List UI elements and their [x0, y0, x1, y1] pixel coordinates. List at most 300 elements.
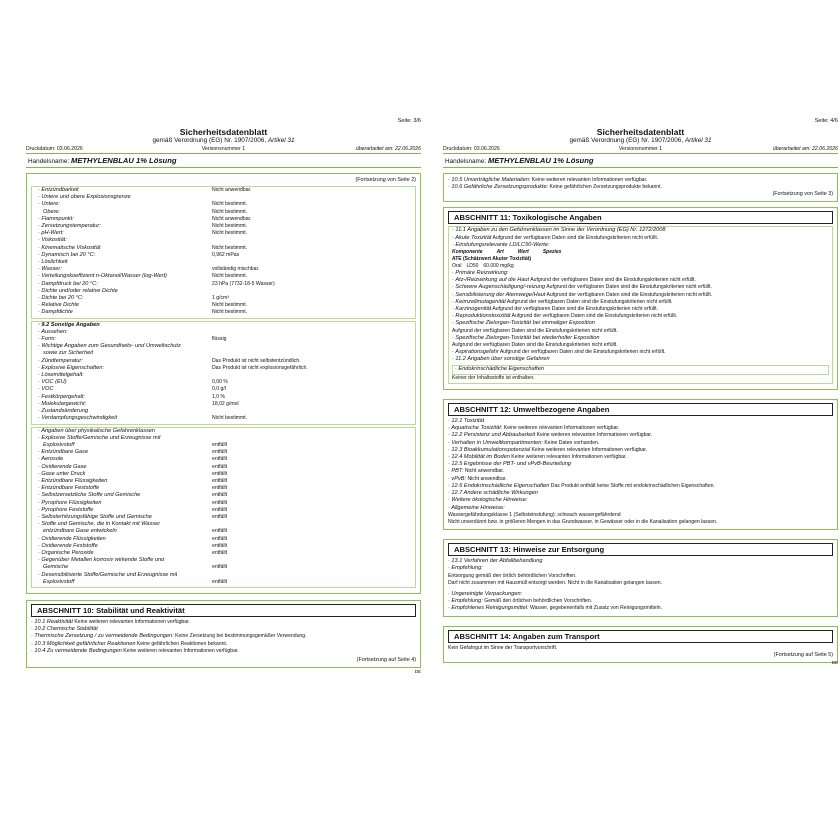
- doc-meta: [443, 146, 838, 153]
- property-value: [181, 343, 412, 350]
- property-label: · Kinematische Viskosität: [38, 244, 101, 251]
- property-row: [38, 471, 412, 478]
- property-value: Nicht bestimmt.: [212, 302, 248, 309]
- property-value: [212, 288, 412, 295]
- property-value: entfällt: [212, 542, 228, 549]
- trade-name-label: Handelsname:: [28, 158, 70, 165]
- property-label: Explosivstoff: [43, 441, 75, 448]
- property-value: 0,00 %: [212, 379, 228, 386]
- property-row: [38, 572, 412, 579]
- continuation-note: (Fortsetzung auf Seite 5): [773, 651, 833, 658]
- section-14-box: [443, 626, 838, 663]
- line-heading: · Verhalten in Umweltkompartimenten:: [448, 439, 543, 446]
- line-heading: · Reproduktionstoxizität: [452, 313, 511, 320]
- line-text: Keine gefährlichen Reaktionen bekannt.: [135, 640, 228, 647]
- property-row: [38, 187, 412, 194]
- text-line: [448, 505, 833, 512]
- line-heading: · PBT:: [448, 468, 464, 475]
- text-line: [448, 461, 833, 468]
- section-12-body: [448, 418, 833, 526]
- property-value: entfällt: [212, 470, 228, 477]
- line-text: Darf nicht zusammen mit Hausmüll entsorgt werden. Nicht in die Kanalisation gelangen lassen.: [448, 579, 663, 586]
- line-heading: · Ungereinigte Verpackungen:: [448, 590, 523, 597]
- property-value: entfällt: [212, 528, 228, 535]
- property-label: · Entzündbare Feststoffe: [38, 485, 100, 492]
- text-line: [452, 299, 829, 306]
- property-value: [212, 194, 412, 201]
- text-line: [448, 440, 833, 447]
- property-row: [38, 507, 412, 514]
- tox-group-label: ATE (Schätzwert Akuter Toxizität): [452, 256, 532, 263]
- property-row: [38, 365, 412, 372]
- line-text: Nicht anwendbar.: [466, 475, 507, 482]
- tox-column-header: Wert: [517, 249, 529, 256]
- text-line: [452, 313, 829, 320]
- property-value: Nicht bestimmt.: [212, 273, 248, 280]
- property-label: · Dichte bei 20 °C:: [38, 295, 84, 302]
- property-value: 1,0 %: [212, 393, 226, 400]
- endocrine-heading: · Endokrinschädliche Eigenschaften: [455, 365, 544, 372]
- other-info-block: [31, 321, 416, 425]
- line-heading: · Aspirationsgefahr: [452, 349, 499, 356]
- property-row: [38, 456, 412, 463]
- property-row: [38, 266, 412, 273]
- toxicology-block: [448, 226, 833, 384]
- text-line: [448, 580, 833, 587]
- property-row: [38, 521, 412, 528]
- line-heading: · Allgemeine Hinweise:: [448, 504, 505, 511]
- property-value: [161, 435, 413, 442]
- property-row: [38, 485, 412, 492]
- header-rule: [443, 167, 838, 168]
- section-14-heading: ABSCHNITT 14: Angaben zum Transport: [448, 630, 833, 643]
- property-value: vollständig mischbar.: [212, 266, 260, 273]
- property-value: [212, 322, 412, 329]
- property-value: 0,0 g/l: [212, 386, 226, 393]
- trade-name-label: Handelsname:: [445, 158, 487, 165]
- property-value: [212, 350, 412, 357]
- toxicology-details: [452, 270, 829, 364]
- text-line: [448, 573, 833, 580]
- line-text: Keine weiteren relevanten Informationen verfügbar.: [502, 425, 620, 432]
- text-line: [31, 648, 416, 655]
- property-value: Nicht bestimmt.: [212, 309, 248, 316]
- property-value: entfällt: [212, 549, 228, 556]
- doc-subtitle: [443, 137, 838, 145]
- section-13-heading: ABSCHNITT 13: Hinweise zur Entsorgung: [448, 543, 833, 556]
- tox-column-header: Art: [496, 249, 504, 256]
- property-value: [212, 259, 412, 266]
- line-text: Wassergefährdungsklasse 1 (Selbsteinstufung): schwach wassergefährdend: [448, 511, 621, 518]
- line-text: Nicht unverdünnt bzw. in größeren Mengen in das Grundwasser, in Gewässer oder in die Kanalisation gelangen lassen.: [448, 518, 718, 525]
- line-heading: · 12.2 Persistenz und Abbaubarkeit: [448, 432, 536, 439]
- subtitle-text: gemäß Verordnung (EG) Nr. 1907/2006,: [152, 137, 268, 144]
- property-label: · Zersetzungstemperatur:: [38, 223, 101, 230]
- property-row: [38, 528, 412, 535]
- property-row: [38, 536, 412, 543]
- line-heading: · Empfehlung:: [448, 598, 483, 605]
- line-heading: · Sensibilisierung der Atemwege/Haut: [452, 291, 546, 298]
- text-line: [448, 558, 833, 565]
- text-line: [31, 626, 416, 633]
- text-line: [452, 306, 829, 313]
- line-heading: · Empfehlung:: [448, 565, 483, 572]
- property-value: entfällt: [212, 564, 228, 571]
- tox-table-group: [452, 256, 829, 263]
- line-text: Keine weiteren relevanten Informationen verfügbar.: [535, 432, 653, 439]
- property-value: Nicht anwendbar.: [212, 215, 252, 222]
- property-label: · Flammpunkt:: [38, 215, 74, 222]
- line-text: Aufgrund der verfügbaren Daten sind die Einstufungskriterien nicht erfüllt.: [545, 284, 712, 291]
- property-row: [38, 564, 412, 571]
- line-heading: · Empfohlenes Reinigungsmittel:: [448, 605, 529, 612]
- text-line: [448, 497, 833, 504]
- property-value: entfällt: [212, 535, 228, 542]
- property-row: [38, 449, 412, 456]
- line-heading: · Thermische Zersetzung / zu vermeidende Bedingungen:: [31, 633, 174, 640]
- property-value: [155, 428, 412, 435]
- endocrine-text: Keiner der Inhaltsstoffe ist enthalten.: [452, 374, 535, 381]
- line-text: Aufgrund der verfügbaren Daten sind die Einstufungskriterien nicht erfüllt.: [505, 298, 673, 305]
- line-text: Keine Daten vorhanden.: [542, 439, 600, 446]
- property-value: [177, 572, 412, 579]
- page-left: [26, 118, 421, 675]
- property-label: · Oxidierende Gase: [38, 463, 87, 470]
- property-label: · Pyrophore Flüssigkeiten: [38, 499, 102, 506]
- property-label: · Untere:: [38, 201, 60, 208]
- line-text: Entsorgung gemäß den örtlich behördlichen Vorschriften.: [448, 572, 577, 579]
- line-text: Keine weiteren relevanten Informationen verfügbar.: [530, 177, 648, 183]
- property-value: entfällt: [212, 506, 228, 513]
- property-row: [38, 201, 412, 208]
- line-heading: · 10.4 Zu vermeidende Bedingungen: [31, 647, 122, 654]
- text-line: [448, 512, 833, 519]
- text-line: [448, 605, 833, 612]
- property-label: · Lösemittelgehalt:: [38, 372, 84, 379]
- properties-block: [31, 186, 416, 319]
- section-10-heading: ABSCHNITT 10: Stabilität und Reaktivität: [31, 604, 416, 617]
- property-label: · VOC (EU): [38, 379, 67, 386]
- property-row: [38, 223, 412, 230]
- property-value: flüssig: [212, 336, 227, 343]
- line-heading: · Schwere Augenschädigung/-reizung: [452, 284, 546, 291]
- property-label: · Zustandsänderung: [38, 408, 89, 415]
- text-line: [452, 242, 829, 249]
- tox-cell: Oral: [452, 263, 462, 270]
- property-row: [38, 230, 412, 237]
- trade-name: [443, 154, 838, 167]
- property-label: · Gegenüber Metallen korrosiv wirkende Stoffe und: [38, 557, 165, 564]
- text-line: [448, 591, 833, 598]
- line-heading: · 10.1 Reaktivität: [31, 618, 73, 625]
- property-label: · Explosive Stoffe/Gemische und Erzeugnisse mit: [38, 434, 161, 441]
- section-12-heading: ABSCHNITT 12: Umweltbezogene Angaben: [448, 403, 833, 416]
- text-line: [448, 490, 833, 497]
- line-text: Aufgrund der verfügbaren Daten sind die Einstufungskriterien nicht erfüllt.: [510, 313, 678, 320]
- property-row: [38, 394, 412, 401]
- property-label: · Dampfdichte: [38, 309, 73, 316]
- text-line: [452, 227, 829, 234]
- property-row: [38, 237, 412, 244]
- line-text: Aufgrund der verfügbaren Daten sind die Einstufungskriterien nicht erfüllt.: [498, 349, 666, 356]
- property-label: · Aerosole: [38, 456, 64, 463]
- property-row: [38, 245, 412, 252]
- property-label: · Gase unter Druck: [38, 470, 86, 477]
- property-label: · Organische Peroxide: [38, 549, 94, 556]
- section-13-box: [443, 539, 838, 616]
- property-value: Nicht bestimmt.: [212, 415, 248, 422]
- property-row: [38, 386, 412, 393]
- version-number: Versionsnummer 1: [201, 146, 246, 152]
- section-11-box: [443, 207, 838, 390]
- country-code: DE: [831, 659, 838, 665]
- property-value: entfällt: [212, 477, 228, 484]
- property-label: · 9.2 Sonstige Angaben: [38, 321, 100, 328]
- line-text: Wasser, gegebenenfalls mit Zusatz von Reinigungsmitteln.: [528, 605, 662, 612]
- text-line: [452, 270, 829, 277]
- text-line: [448, 598, 833, 605]
- property-row: [38, 343, 412, 350]
- print-date: Druckdatum: 03.06.2026: [443, 146, 500, 152]
- transport-text: Kein Gefahrgut im Sinne der Transportvorschrift.: [448, 644, 558, 651]
- property-row: [38, 500, 412, 507]
- text-line: [448, 418, 833, 425]
- property-row: [38, 442, 412, 449]
- property-row: [38, 358, 412, 365]
- page-right: [443, 118, 838, 666]
- text-line: [452, 284, 829, 291]
- property-value: [212, 372, 412, 379]
- property-value: entfällt: [212, 456, 228, 463]
- property-value: Nicht bestimmt.: [212, 244, 248, 251]
- property-row: [38, 428, 412, 435]
- text-line: [452, 342, 829, 349]
- text-line: [448, 483, 833, 490]
- text-line: [452, 356, 829, 363]
- line-text: Keine gefährlichen Zersetzungsprodukte bekannt.: [548, 184, 662, 191]
- line-heading: · Keimzellmutagenität: [452, 298, 506, 305]
- text-line: [452, 277, 829, 284]
- property-value: 18,02 g/mol: [212, 400, 239, 407]
- property-label: · Wasser:: [38, 266, 62, 273]
- line-heading: · Primäre Reizwirkung:: [452, 270, 509, 277]
- property-row: [38, 408, 412, 415]
- section-10-cont-body: [448, 177, 833, 191]
- line-text: Nicht anwendbar.: [463, 468, 505, 475]
- text-line: [452, 349, 829, 356]
- property-value: entfällt: [212, 513, 228, 520]
- property-row: [38, 259, 412, 266]
- property-label: Obere:: [43, 208, 61, 215]
- tox-table-header: [452, 249, 829, 256]
- text-line: [452, 292, 829, 299]
- property-label: · Molekulargewicht:: [38, 400, 87, 407]
- property-label: · Dichte und/oder relative Dichte: [38, 287, 118, 294]
- line-text: Gemäß den örtlichen behördlichen Vorschriften.: [482, 598, 593, 605]
- line-text: Aufgrund der verfügbaren Daten sind die Einstufungskriterien nicht erfüllt.: [491, 234, 659, 241]
- text-line: [448, 184, 833, 191]
- property-row: [38, 216, 412, 223]
- line-heading: · 12.5 Ergebnisse der PBT- und vPvB-Beurteilung: [448, 461, 571, 468]
- text-line: [448, 447, 833, 454]
- line-text: Aufgrund der verfügbaren Daten sind die Einstufungskriterien nicht erfüllt.: [491, 306, 658, 313]
- section-10-body: [31, 619, 416, 655]
- tox-cell: LD50: [466, 263, 479, 270]
- line-heading: · vPvB:: [448, 475, 467, 482]
- line-heading: · 12.4 Mobilität im Boden: [448, 454, 510, 461]
- property-row: [38, 478, 412, 485]
- text-line: [448, 519, 833, 526]
- property-label: · pH-Wert:: [38, 230, 64, 237]
- subtitle-article: Artikel 31: [267, 137, 295, 144]
- text-line: [452, 328, 829, 335]
- property-label: · Selbstzersetzliche Stoffe und Gemische: [38, 492, 141, 499]
- property-row: [38, 543, 412, 550]
- property-row: [38, 252, 412, 259]
- line-text: Keine Zersetzung bei bestimmungsgemäßer Verwendung.: [173, 633, 307, 640]
- property-label: Explosivstoff: [43, 578, 75, 585]
- property-label: · Zündtemperatur:: [38, 357, 83, 364]
- text-line: [31, 619, 416, 626]
- header-rule: [26, 167, 421, 168]
- property-row: [38, 464, 412, 471]
- property-label: · Untere und obere Explosionsgrenze: [38, 194, 131, 201]
- property-value: 0,962 mPas: [212, 251, 240, 258]
- property-row: [38, 309, 412, 316]
- line-text: Das Produkt enthält keine Stoffe mit endokrinschädlichen Eigenschaften.: [549, 482, 715, 489]
- line-text: Keine weiteren relevanten Informationen verfügbar.: [530, 446, 648, 453]
- property-value: 1 g/cm³: [212, 295, 229, 302]
- line-heading: · 10.6 Gefährliche Zersetzungsprodukte:: [448, 184, 549, 191]
- text-line: [448, 177, 833, 184]
- tox-column-header: Komponente: [452, 249, 483, 256]
- revision-date: überarbeitet am: 22.06.2026: [772, 146, 839, 152]
- section-9-box: [26, 173, 421, 594]
- page-number: Seite: 3/6: [397, 118, 421, 124]
- line-heading: · 12.3 Bioakkumulationspotenzial: [448, 446, 531, 453]
- line-heading: · Spezifische Zielorgan-Toxizität bei wiederholter Exposition: [452, 334, 600, 341]
- property-label: · Entzündbarkeit: [38, 187, 79, 193]
- property-label: · Angaben über physikalische Gefahrenklassen: [38, 427, 156, 434]
- text-line: [448, 454, 833, 461]
- line-heading: · Einstufungsrelevante LD/LC50-Werte:: [452, 241, 550, 248]
- page-number: Seite: 4/6: [814, 118, 838, 124]
- property-label: · Festkörpergehalt:: [38, 393, 85, 400]
- subtitle-text: gemäß Verordnung (EG) Nr. 1907/2006,: [569, 137, 685, 144]
- property-row: [38, 322, 412, 329]
- continuation-note: (Fortsetzung auf Seite 4): [356, 656, 416, 663]
- line-text: Aufgrund der verfügbaren Daten sind die Einstufungskriterien nicht erfüllt.: [452, 342, 618, 349]
- trade-name: [26, 154, 421, 167]
- section-11-heading: ABSCHNITT 11: Toxikologische Angaben: [448, 211, 833, 224]
- property-row: [38, 379, 412, 386]
- property-row: [38, 435, 412, 442]
- property-row: [38, 273, 412, 280]
- property-label: · Verteilungskoeffizient n-Oktanol/Wasser (log-Wert): [38, 273, 167, 280]
- property-label: · Relative Dichte: [38, 302, 80, 309]
- property-value: entfällt: [212, 463, 228, 470]
- line-text: Aufgrund der verfügbaren Daten sind die Einstufungskriterien nicht erfüllt.: [529, 277, 696, 284]
- text-line: [448, 565, 833, 572]
- property-value: entfällt: [212, 449, 228, 456]
- line-text: Keine weiteren relevanten Informationen verfügbar.: [121, 647, 239, 654]
- property-label: · Entzündbare Gase: [38, 449, 89, 456]
- continuation-note: (Fortsetzung von Seite 3): [772, 191, 833, 198]
- property-label: sowie zur Sicherheit: [43, 350, 94, 357]
- property-label: · Selbsterhitzungsfähige Stoffe und Gemische: [38, 513, 152, 520]
- property-row: [38, 550, 412, 557]
- property-value: entfällt: [212, 485, 228, 492]
- property-row: [38, 350, 412, 357]
- doc-meta: [26, 146, 421, 153]
- line-heading: · Karzinogenität: [452, 306, 492, 313]
- property-label: Gemische: [43, 564, 69, 571]
- property-row: [38, 514, 412, 521]
- property-label: · Entzündbare Flüssigkeiten: [38, 477, 108, 484]
- line-heading: · 10.5 Unverträgliche Materialien:: [448, 177, 531, 183]
- text-line: [448, 476, 833, 483]
- property-row: [38, 329, 412, 336]
- property-row: [38, 557, 412, 564]
- property-value: 23 hPa (7732-18-5 Wasser): [212, 280, 275, 287]
- line-heading: · Spezifische Zielorgan-Toxizität bei einmaliger Exposition: [452, 320, 595, 327]
- hazard-classes-block: [31, 427, 416, 588]
- tox-column-header: Spezies: [542, 249, 562, 256]
- property-value: entfällt: [212, 492, 228, 499]
- tox-table-row: [452, 263, 829, 270]
- property-label: · Oxidierende Feststoffe: [38, 542, 98, 549]
- property-value: Nicht bestimmt.: [212, 223, 248, 230]
- section-12-box: [443, 399, 838, 530]
- property-label: · Explosive Eigenschaften:: [38, 364, 104, 371]
- line-text: Aufgrund der verfügbaren Daten sind die Einstufungskriterien nicht erfüllt.: [545, 291, 713, 298]
- property-label: · Oxidierende Flüssigkeiten: [38, 535, 106, 542]
- property-value: [212, 329, 412, 336]
- property-label: · Dynamisch bei 20 °C:: [38, 251, 96, 258]
- property-label: · Dampfdruck bei 20 °C:: [38, 280, 98, 287]
- line-heading: · 13.1 Verfahren der Abfallbehandlung: [448, 558, 543, 565]
- property-label: · Verdampfungsgeschwindigkeit: [38, 415, 118, 422]
- print-date: Druckdatum: 03.06.2026: [26, 146, 83, 152]
- property-row: [38, 295, 412, 302]
- property-row: [38, 194, 412, 201]
- property-value: [212, 408, 412, 415]
- line-text: Keine weiteren relevanten Informationen verfügbar.: [72, 618, 190, 625]
- property-row: [38, 336, 412, 343]
- property-value: [212, 237, 412, 244]
- property-label: · Viskosität:: [38, 237, 67, 244]
- property-row: [38, 372, 412, 379]
- property-value: Nicht anwendbar.: [212, 187, 252, 193]
- text-line: [452, 335, 829, 342]
- property-value: entfällt: [212, 578, 228, 585]
- property-value: Das Produkt ist nicht explosionsgefährlich.: [212, 364, 308, 371]
- property-label: · Löslichkeit: [38, 259, 68, 266]
- property-value: Nicht bestimmt.: [212, 201, 248, 208]
- version-number: Versionsnummer 1: [618, 146, 663, 152]
- property-value: [160, 521, 412, 528]
- property-label: · Form:: [38, 336, 57, 343]
- line-text: Keine weiteren relevanten Informationen verfügbar.: [509, 454, 627, 461]
- property-row: [38, 209, 412, 216]
- text-line: [452, 235, 829, 242]
- line-heading: · 12.7 Andere schädliche Wirkungen: [448, 490, 538, 497]
- line-heading: · 10.2 Chemische Stabilität: [31, 626, 98, 633]
- property-value: Nicht bestimmt.: [212, 208, 248, 215]
- property-label: · Pyrophore Feststoffe: [38, 506, 94, 513]
- trade-name-value: METHYLENBLAU 1% Lösung: [71, 156, 177, 165]
- property-row: [38, 579, 412, 586]
